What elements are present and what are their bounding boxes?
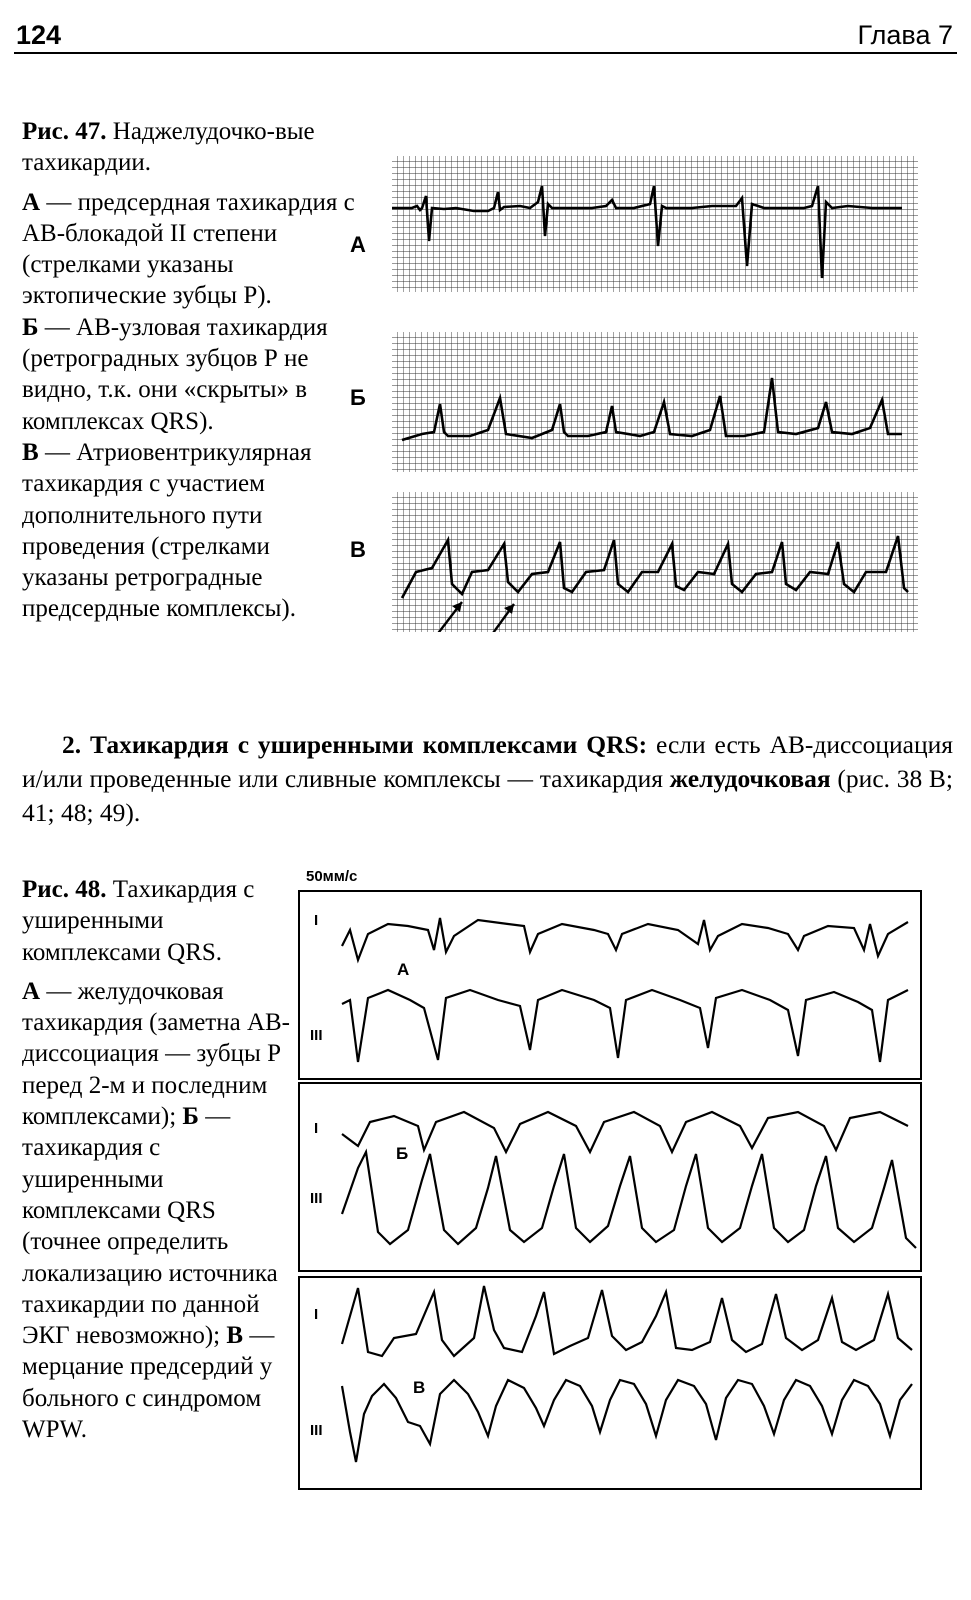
section-2-heading: 2. Тахикардия с уширенными комплексами QRS: (62, 730, 648, 759)
figure-47-item-b: Б — АВ-узловая тахикардия (ретроградных зубцов Р не видно, т.к. они «скрыты» в комплексах QRS). (22, 313, 328, 435)
figure-48-caption (22, 874, 298, 1445)
lead-label-iii-b: III (310, 1190, 323, 1207)
figure-47-caption (22, 116, 357, 625)
lead-label-iii-c: III (310, 1422, 323, 1439)
ecg-speed-label: 50мм/с (306, 868, 358, 885)
lead-label-iii-a: III (310, 1027, 323, 1044)
figure-48-title: Рис. 48. Тахикардия с уширенными комплексами QRS. (22, 876, 255, 966)
ecg-panel-48a (298, 890, 922, 1080)
fig47-label-c: В (350, 537, 366, 562)
ecg-strip-47a (392, 156, 918, 292)
lead-label-i-b: I (314, 1120, 319, 1137)
figure-47-item-c: В — Атриовентрикулярная тахикардия с участием дополнительного пути проведения (стрелками указаны ретроградные предсердные комплексы). (22, 438, 312, 623)
chapter-title: Глава 7 (857, 20, 953, 50)
figure-48-items: А — желудочковая тахикардия (заметна АВ-диссоциация — зубцы Р перед 2-м и последним комплексами); Б — тахикардия с уширенными комплексами QRS (точнее определить локализацию источника тахикардии по данной ЭКГ невозможно); В — мерцание предсердий у больного с синдромом WPW. (22, 977, 291, 1444)
fig48-label-a: А (397, 960, 410, 979)
page-number: 124 (16, 20, 62, 50)
ecg-panel-48c (298, 1276, 922, 1490)
header-rule (14, 52, 957, 54)
ecg-panel-48b (298, 1082, 922, 1272)
figure-47-item-a: А — предсердная тахикардия с АВ-блокадой II степени (стрелками указаны эктопические зубцы Р). (22, 188, 355, 310)
fig48-label-c: В (413, 1378, 426, 1397)
fig47-label-a: А (350, 232, 366, 257)
ecg-strip-47c (392, 492, 918, 632)
ecg-strip-47b (392, 332, 918, 472)
figure-47-title: Рис. 47. Наджелудочко-вые тахикардии. (22, 118, 315, 177)
fig48-label-b: Б (396, 1144, 409, 1163)
lead-label-i-a: I (314, 912, 319, 929)
fig47-label-b: Б (350, 385, 366, 410)
section-2-paragraph: 2. Тахикардия с уширенными комплексами QRS: если есть АВ-диссоциация и/или проведенные или сливные комплексы — тахикардия желудочковая (рис. 38 В; 41; 48; 49). (22, 730, 953, 827)
lead-label-i-c: I (314, 1306, 319, 1323)
